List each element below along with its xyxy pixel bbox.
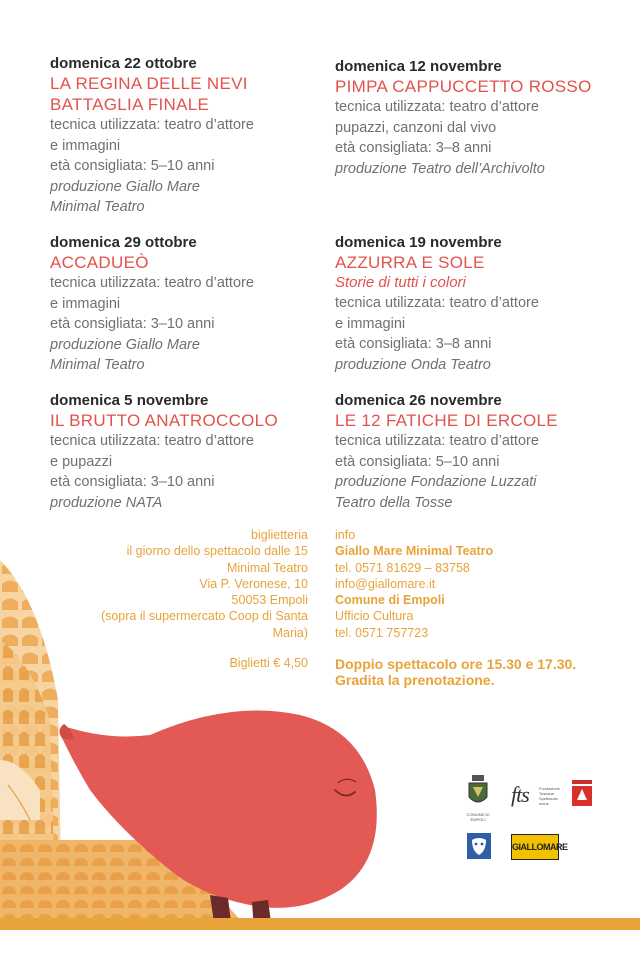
ticket-price: Biglietti € 4,50 (229, 656, 308, 670)
giallomare-logo: GIALLOMARE (511, 834, 559, 860)
event-detail: tecnica utilizzata: teatro d’attore (335, 433, 539, 449)
event-detail: e immagini (335, 315, 406, 332)
event-detail: età consigliata: 3–10 anni (50, 474, 215, 490)
event-production: Minimal Teatro (50, 357, 145, 373)
event-date: domenica 29 ottobre (50, 234, 197, 251)
info-email-link[interactable]: info@giallomare.it (335, 576, 436, 591)
event-detail: tecnica utilizzata: teatro d’attore (50, 433, 254, 449)
event-production: produzione Giallo Mare (50, 336, 200, 353)
fts-logo-caption: Fondazione Toscana Spettacolo onlus (539, 786, 560, 806)
ground-strip (0, 918, 640, 930)
event-detail: età consigliata: 3–8 anni (335, 140, 492, 156)
info-org-name: Comune di Empoli (335, 593, 445, 608)
event-detail: e immagini (50, 137, 121, 154)
event-3 (50, 391, 320, 513)
info-block (335, 527, 595, 641)
event-production: produzione Fondazione Luzzati (335, 474, 537, 490)
event-6 (335, 391, 605, 513)
event-date: domenica 26 novembre (335, 392, 502, 409)
event-production: produzione Onda Teatro (335, 356, 491, 373)
event-subtitle: Storie di tutti i colori (335, 274, 466, 291)
event-date: domenica 19 novembre (335, 234, 502, 251)
event-detail: pupazzi, canzoni dal vivo (335, 119, 497, 136)
event-production: produzione Giallo Mare (50, 178, 200, 195)
event-title: ACCADUEÒ (50, 253, 149, 272)
event-date: domenica 22 ottobre (50, 55, 197, 72)
info-heading: info (335, 528, 356, 542)
region-flag-icon (572, 780, 592, 806)
show-notice: Doppio spettacolo ore 15.30 e 17.30. Gradita la prenotazione. (335, 656, 577, 688)
box-office-line: (sopra il supermercato Coop di Santa (100, 609, 308, 624)
event-detail: tecnica utilizzata: teatro d’attore (50, 275, 254, 291)
event-5 (335, 233, 605, 375)
box-office-heading: biglietteria (251, 528, 308, 542)
event-detail: età consigliata: 5–10 anni (335, 453, 500, 470)
event-production: produzione Teatro dell’Archivolto (335, 160, 545, 177)
event-detail: tecnica utilizzata: teatro d’attore (335, 99, 539, 115)
event-detail: tecnica utilizzata: teatro d’attore (335, 295, 539, 311)
event-date: domenica 5 novembre (50, 392, 209, 409)
event-detail: età consigliata: 3–10 anni (50, 316, 215, 332)
event-date: domenica 12 novembre (335, 58, 502, 75)
info-phone: tel. 0571 757723 (335, 625, 429, 640)
event-title: BATTAGLIA FINALE (50, 95, 210, 114)
box-office-line: Via P. Veronese, 10 (199, 576, 308, 591)
box-office-line: Minimal Teatro (226, 560, 308, 575)
box-office-line: il giorno dello spettacolo dalle 15 (126, 544, 308, 559)
event-production: Teatro della Tosse (335, 494, 453, 511)
event-detail: e immagini (50, 295, 121, 312)
event-title: IL BRUTTO ANATROCCOLO (50, 411, 278, 430)
event-4 (335, 57, 605, 179)
info-office: Ufficio Cultura (335, 609, 414, 624)
coat-of-arms-icon (466, 775, 490, 811)
info-org-name: Giallo Mare Minimal Teatro (335, 544, 494, 559)
event-1 (50, 54, 320, 218)
comune-logo-label: COMUNE DI EMPOLI (466, 812, 490, 822)
event-production: produzione NATA (50, 494, 163, 511)
box-office-line: 50053 Empoli (231, 593, 308, 608)
fts-logo: fts (511, 782, 529, 807)
event-title: PIMPA CAPPUCCETTO ROSSO (335, 77, 592, 96)
event-detail: e pupazzi (50, 453, 113, 470)
event-detail: tecnica utilizzata: teatro d’attore (50, 117, 254, 133)
info-phone: tel. 0571 81629 – 83758 (335, 560, 470, 575)
box-office-block (60, 527, 308, 641)
box-office-line: Maria) (272, 625, 308, 640)
event-title: LE 12 FATICHE DI ERCOLE (335, 411, 558, 430)
event-detail: età consigliata: 3–8 anni (335, 336, 492, 352)
event-detail: età consigliata: 5–10 anni (50, 158, 215, 174)
event-title: AZZURRA E SOLE (335, 253, 485, 272)
theater-mask-icon (467, 833, 491, 859)
event-2 (50, 233, 320, 376)
event-title: LA REGINA DELLE NEVI (50, 74, 248, 93)
event-production: Minimal Teatro (50, 199, 145, 215)
